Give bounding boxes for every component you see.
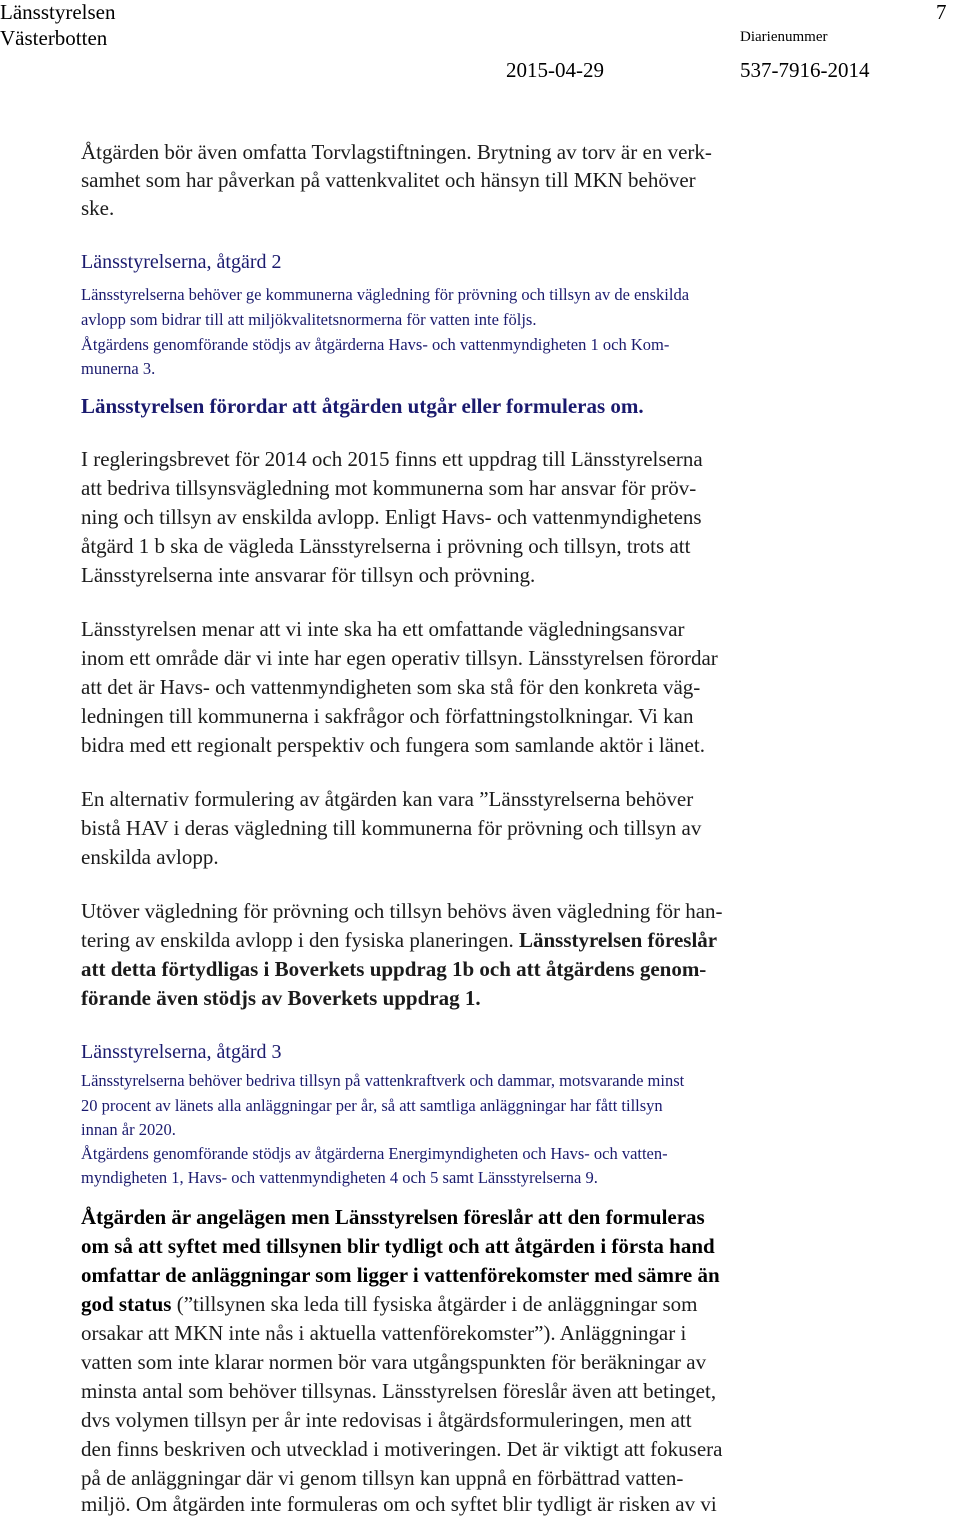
- paragraph-line: vatten som inte klarar normen bör vara utgångspunkten för beräkningar av: [81, 1350, 707, 1374]
- paragraph-line: bidra med ett regionalt perspektiv och fungera som samlande aktör i länet.: [81, 733, 705, 757]
- diarienummer-value: 537-7916-2014: [740, 58, 870, 82]
- paragraph-line: om så att syftet med tillsynen blir tydligt och att åtgärden i första hand: [81, 1234, 715, 1258]
- paragraph-line: ledningen till kommunerna i sakfrågor och författningstolkningar. Vi kan: [81, 704, 694, 728]
- measure-text-line: avlopp som bidrar till att miljökvalitetsnormerna för vatten inte följs.: [81, 310, 537, 329]
- paragraph-line: att det är Havs- och vattenmyndigheten som ska stå för den konkreta väg-: [81, 675, 701, 699]
- section-heading: Länsstyrelserna, åtgärd 3: [81, 1041, 282, 1063]
- paragraph-line: dvs volymen tillsyn per år inte redovisas i åtgärdsformuleringen, men att: [81, 1408, 692, 1432]
- measure-text-line: Åtgärdens genomförande stödjs av åtgärderna Energimyndigheten och Havs- och vatten-: [81, 1144, 668, 1163]
- paragraph-line: [81, 1290, 697, 1318]
- paragraph-line: att bedriva tillsynsvägledning mot kommunerna som har ansvar för pröv-: [81, 476, 697, 500]
- paragraph-line: [81, 926, 717, 954]
- paragraph-line: omfattar de anläggningar som ligger i vattenförekomster med sämre än: [81, 1263, 720, 1287]
- paragraph-line: bistå HAV i deras vägledning till kommunerna för prövning och tillsyn av: [81, 816, 702, 840]
- paragraph-text: tering av enskilda avlopp i den fysiska planeringen.: [81, 928, 519, 952]
- paragraph-line: orsakar att MKN inte nås i aktuella vattenförekomster”). Anläggningar i: [81, 1321, 687, 1345]
- section-heading: Länsstyrelserna, åtgärd 2: [81, 251, 282, 273]
- paragraph-line: ning och tillsyn av enskilda avlopp. Enligt Havs- och vattenmyndighetens: [81, 505, 702, 529]
- org-region: Västerbotten: [0, 26, 108, 50]
- paragraph-line: Länsstyrelserna inte ansvarar för tillsyn och prövning.: [81, 563, 536, 587]
- measure-text-line: munerna 3.: [81, 359, 156, 378]
- paragraph-line: En alternativ formulering av åtgärden kan vara ”Länsstyrelserna behöver: [81, 787, 694, 811]
- paragraph-line: samhet som har påverkan på vattenkvalitet och hänsyn till MKN behöver: [81, 168, 696, 192]
- measure-text-line: Länsstyrelserna behöver bedriva tillsyn på vattenkraftverk och dammar, motsvarande minst: [81, 1071, 685, 1090]
- paragraph-bold-text: god status: [81, 1292, 172, 1316]
- measure-text-line: 20 procent av länets alla anläggningar per år, så att samtliga anläggningar har fått tillsyn: [81, 1096, 663, 1115]
- measure-text-line: Länsstyrelserna behöver ge kommunerna vägledning för prövning och tillsyn av de enskilda: [81, 285, 690, 304]
- paragraph-line: den finns beskriven och utvecklad i motiveringen. Det är viktigt att fokusera: [81, 1437, 723, 1461]
- measure-text-line: Åtgärdens genomförande stödjs av åtgärderna Havs- och vattenmyndigheten 1 och Kom-: [81, 335, 670, 354]
- measure-text-line: innan år 2020.: [81, 1120, 176, 1139]
- paragraph-line: ske.: [81, 196, 115, 220]
- diarienummer-label: Diarienummer: [740, 29, 828, 45]
- paragraph-line: minsta antal som behöver tillsynas. Länsstyrelsen föreslår även att betinget,: [81, 1379, 717, 1403]
- paragraph-line: Åtgärden bör även omfatta Torvlagstiftningen. Brytning av torv är en verk-: [81, 140, 712, 164]
- paragraph-bold-text: Länsstyrelsen föreslår: [518, 928, 718, 952]
- paragraph-line: miljö. Om åtgärden inte formuleras om och syftet blir tydligt är risken av vi: [81, 1492, 717, 1516]
- document-date: 2015-04-29: [506, 58, 604, 82]
- paragraph-line: enskilda avlopp.: [81, 845, 219, 869]
- paragraph-line: förande även stödjs av Boverkets uppdrag 1.: [81, 986, 481, 1010]
- paragraph-text: (”tillsynen ska leda till fysiska åtgärder i de anläggningar som: [171, 1292, 698, 1316]
- page-number: 7: [936, 0, 947, 24]
- paragraph-line: åtgärd 1 b ska de vägleda Länsstyrelserna i prövning och tillsyn, trots att: [81, 534, 691, 558]
- paragraph-line: på de anläggningar där vi genom tillsyn kan uppnå en förbättrad vatten-: [81, 1466, 684, 1490]
- paragraph-line: inom ett område där vi inte har egen operativ tillsyn. Länsstyrelsen förordar: [81, 646, 718, 670]
- org-name: Länsstyrelsen: [0, 0, 116, 24]
- recommendation-heading: Länsstyrelsen förordar att åtgärden utgår eller formuleras om.: [81, 394, 644, 418]
- paragraph-line: I regleringsbrevet för 2014 och 2015 finns ett uppdrag till Länsstyrelserna: [81, 447, 703, 471]
- measure-text-line: myndigheten 1, Havs- och vattenmyndigheten 4 och 5 samt Länsstyrelserna 9.: [81, 1168, 598, 1187]
- paragraph-line: Utöver vägledning för prövning och tillsyn behövs även vägledning för han-: [81, 899, 723, 923]
- paragraph-line: Åtgärden är angelägen men Länsstyrelsen föreslår att den formuleras: [81, 1205, 705, 1229]
- paragraph-line: att detta förtydligas i Boverkets uppdrag 1b och att åtgärdens genom-: [81, 957, 707, 981]
- paragraph-line: Länsstyrelsen menar att vi inte ska ha ett omfattande vägledningsansvar: [81, 617, 685, 641]
